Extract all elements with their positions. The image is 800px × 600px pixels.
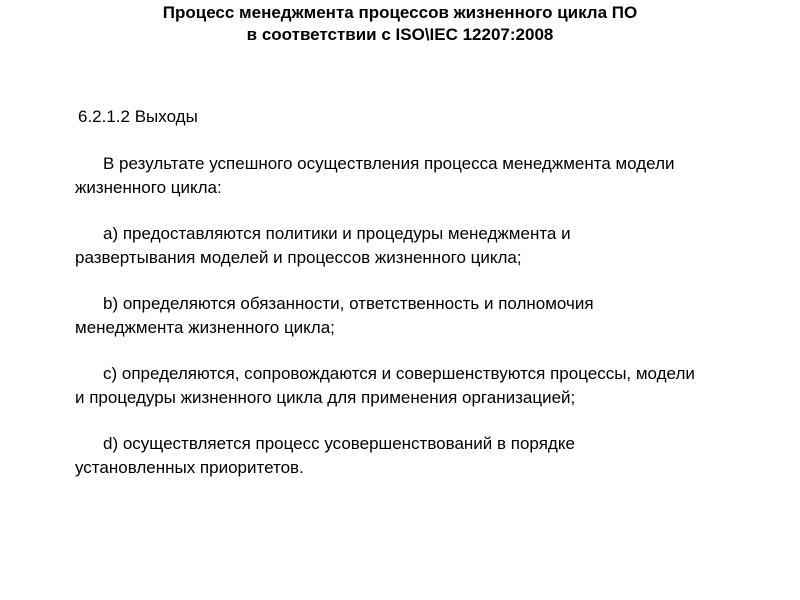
content-body	[75, 152, 695, 502]
list-item-c: c) определяются, сопровождаются и совершенствуются процессы, модели и процедуры жизненного цикла для применения организацией;	[75, 364, 695, 407]
intro-paragraph: В результате успешного осуществления процесса менеджмента модели жизненного цикла:	[75, 154, 675, 197]
list-item-d: d) осуществляется процесс усовершенствований в порядке установленных приоритетов.	[75, 434, 575, 477]
list-item-a: a) предоставляются политики и процедуры менеджмента и развертывания моделей и процессов жизненного цикла;	[75, 224, 571, 267]
section-heading: 6.2.1.2 Выходы	[78, 107, 198, 126]
title-line-2: в соответствии с ISO\IEC 12207:2008	[246, 25, 554, 44]
list-item-b: b) определяются обязанности, ответственность и полномочия менеджмента жизненного цикла;	[75, 294, 594, 337]
page-title	[0, 2, 800, 46]
title-line-1: Процесс менеджмента процессов жизненного цикла ПО	[162, 3, 638, 22]
